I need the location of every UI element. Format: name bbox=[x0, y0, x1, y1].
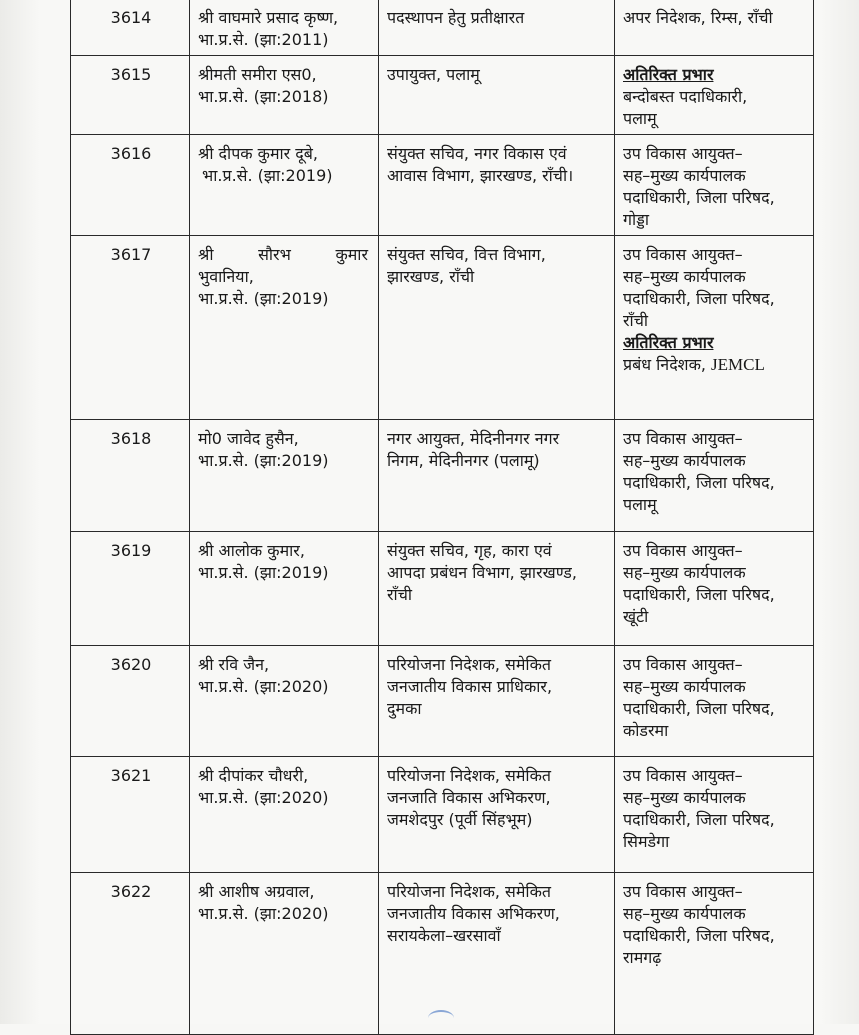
new-posting-line: पदाधिकारी, जिला परिषद, bbox=[623, 810, 775, 829]
new-posting-line: उप विकास आयुक्त– bbox=[623, 144, 743, 163]
serial-number: 3622 bbox=[71, 873, 190, 1035]
current-post bbox=[379, 420, 615, 532]
current-post-line: नगर आयुक्त, मेदिनीनगर नगर bbox=[387, 429, 560, 448]
name-word: श्री bbox=[198, 245, 214, 264]
new-posting-line: उप विकास आयुक्त– bbox=[623, 429, 743, 448]
cadre-line: भा.प्र.से. (झा:2020) bbox=[198, 904, 329, 923]
current-post-line: जमशेदपुर (पूर्वी सिंहभूम) bbox=[387, 810, 533, 829]
new-posting-line: खूंटी bbox=[623, 607, 649, 626]
new-posting bbox=[615, 56, 814, 135]
current-post-line: पदस्थापन हेतु प्रतीक्षारत bbox=[387, 8, 525, 27]
additional-charge-org: JEMCL bbox=[711, 355, 765, 374]
current-post bbox=[379, 236, 615, 420]
new-posting bbox=[615, 757, 814, 873]
new-posting-line: सह–मुख्य कार्यपालक bbox=[623, 563, 746, 582]
current-post-line: संयुक्त सचिव, वित्त विभाग, bbox=[387, 245, 546, 264]
new-posting-line: सह–मुख्य कार्यपालक bbox=[623, 166, 746, 185]
new-posting-line: पदाधिकारी, जिला परिषद, bbox=[623, 699, 775, 718]
cadre-line: भा.प्र.से. (झा:2020) bbox=[198, 788, 329, 807]
new-posting-line: सह–मुख्य कार्यपालक bbox=[623, 677, 746, 696]
officer-name bbox=[190, 873, 379, 1035]
new-posting-line: उप विकास आयुक्त– bbox=[623, 541, 743, 560]
new-posting-line: उप विकास आयुक्त– bbox=[623, 766, 743, 785]
name-line: श्री वाघमारे प्रसाद कृष्ण, bbox=[198, 8, 339, 27]
new-posting-line: उप विकास आयुक्त– bbox=[623, 882, 743, 901]
new-posting-line: पदाधिकारी, जिला परिषद, bbox=[623, 188, 775, 207]
current-post-line: निगम, मेदिनीनगर (पलामू) bbox=[387, 451, 540, 470]
officer-name bbox=[190, 236, 379, 420]
additional-charge-line: बन्दोबस्त पदाधिकारी, bbox=[623, 87, 748, 106]
name-line: श्री रवि जैन, bbox=[198, 655, 270, 674]
serial-number: 3614 bbox=[71, 0, 190, 56]
current-post bbox=[379, 873, 615, 1035]
current-post-line: आपदा प्रबंधन विभाग, झारखण्ड, bbox=[387, 563, 577, 582]
name-line bbox=[198, 244, 372, 266]
name-line: श्री आलोक कुमार, bbox=[198, 541, 305, 560]
current-post-line: आवास विभाग, झारखण्ड, राँची। bbox=[387, 166, 574, 185]
new-posting-line: पदाधिकारी, जिला परिषद, bbox=[623, 289, 775, 308]
table-row bbox=[71, 646, 814, 757]
cadre-line: भा.प्र.से. (झा:2020) bbox=[198, 677, 329, 696]
current-post-line: जनजातीय विकास अभिकरण, bbox=[387, 904, 560, 923]
cadre-line: भा.प्र.से. (झा:2018) bbox=[198, 87, 329, 106]
additional-charge-heading: अतिरिक्त प्रभार bbox=[623, 65, 714, 84]
serial-number: 3615 bbox=[71, 56, 190, 135]
current-post bbox=[379, 135, 615, 236]
current-post-line: दुमका bbox=[387, 699, 422, 718]
current-post-line: परियोजना निदेशक, समेकित bbox=[387, 766, 551, 785]
current-post-line: उपायुक्त, पलामू bbox=[387, 65, 480, 84]
new-posting bbox=[615, 873, 814, 1035]
current-post-line: जनजातीय विकास प्राधिकार, bbox=[387, 677, 553, 696]
current-post bbox=[379, 0, 615, 56]
new-posting-line: कोडरमा bbox=[623, 721, 669, 740]
officer-name bbox=[190, 56, 379, 135]
new-posting-line: राँची bbox=[623, 311, 648, 330]
new-posting bbox=[615, 646, 814, 757]
serial-number: 3619 bbox=[71, 532, 190, 646]
current-post-line: परियोजना निदेशक, समेकित bbox=[387, 655, 551, 674]
additional-charge-line: पलामू bbox=[623, 109, 657, 128]
cadre-line: भा.प्र.से. (झा:2019) bbox=[198, 451, 329, 470]
serial-number: 3620 bbox=[71, 646, 190, 757]
officer-name bbox=[190, 757, 379, 873]
additional-charge-line bbox=[623, 354, 807, 376]
table-row bbox=[71, 56, 814, 135]
current-post bbox=[379, 757, 615, 873]
current-post-line: संयुक्त सचिव, गृह, कारा एवं bbox=[387, 541, 552, 560]
officer-name bbox=[190, 646, 379, 757]
additional-charge-heading: अतिरिक्त प्रभार bbox=[623, 333, 714, 352]
new-posting-line: सह–मुख्य कार्यपालक bbox=[623, 267, 746, 286]
officer-name bbox=[190, 0, 379, 56]
serial-number: 3618 bbox=[71, 420, 190, 532]
table-row bbox=[71, 532, 814, 646]
serial-number: 3616 bbox=[71, 135, 190, 236]
current-post bbox=[379, 532, 615, 646]
new-posting-line: सह–मुख्य कार्यपालक bbox=[623, 451, 746, 470]
name-line: श्री दीपांकर चौधरी, bbox=[198, 766, 309, 785]
new-posting bbox=[615, 236, 814, 420]
name-line: श्री आशीष अग्रवाल, bbox=[198, 882, 315, 901]
table-row bbox=[71, 135, 814, 236]
new-posting-line: सह–मुख्य कार्यपालक bbox=[623, 904, 746, 923]
table-row bbox=[71, 0, 814, 56]
name-line: मो0 जावेद हुसैन, bbox=[198, 429, 299, 448]
additional-charge-post: प्रबंध निदेशक, bbox=[623, 355, 706, 374]
new-posting-line: उप विकास आयुक्त– bbox=[623, 245, 743, 264]
new-posting-line: पलामू bbox=[623, 495, 657, 514]
serial-number: 3617 bbox=[71, 236, 190, 420]
new-posting bbox=[615, 532, 814, 646]
new-posting-line: पदाधिकारी, जिला परिषद, bbox=[623, 473, 775, 492]
officer-name bbox=[190, 532, 379, 646]
table-row bbox=[71, 757, 814, 873]
name-line: श्री दीपक कुमार दूबे, bbox=[198, 144, 319, 163]
name-line: भुवानिया, bbox=[198, 267, 254, 286]
new-posting-line: सह–मुख्य कार्यपालक bbox=[623, 788, 746, 807]
new-posting-line: रामगढ़ bbox=[623, 948, 662, 967]
new-posting-line: पदाधिकारी, जिला परिषद, bbox=[623, 585, 775, 604]
current-post-line: सरायकेला–खरसावाँ bbox=[387, 926, 501, 945]
serial-number: 3621 bbox=[71, 757, 190, 873]
new-posting bbox=[615, 420, 814, 532]
officer-name bbox=[190, 135, 379, 236]
current-post-line: जनजाति विकास अभिकरण, bbox=[387, 788, 551, 807]
cadre-line: भा.प्र.से. (झा:2019) bbox=[198, 289, 329, 308]
name-word: कुमार bbox=[335, 245, 368, 264]
current-post bbox=[379, 646, 615, 757]
cadre-line: भा.प्र.से. (झा:2011) bbox=[198, 30, 329, 49]
table-row bbox=[71, 236, 814, 420]
cadre-line: भा.प्र.से. (झा:2019) bbox=[202, 166, 333, 185]
name-word: सौरभ bbox=[258, 245, 291, 264]
current-post-line: झारखण्ड, राँची bbox=[387, 267, 475, 286]
current-post bbox=[379, 56, 615, 135]
new-posting bbox=[615, 0, 814, 56]
transfer-order-table bbox=[70, 0, 814, 1035]
name-line: श्रीमती समीरा एस0, bbox=[198, 65, 317, 84]
current-post-line: संयुक्त सचिव, नगर विकास एवं bbox=[387, 144, 567, 163]
new-posting-line: अपर निदेशक, रिम्स, राँची bbox=[623, 8, 773, 27]
cadre-line: भा.प्र.से. (झा:2019) bbox=[198, 563, 329, 582]
current-post-line: राँची bbox=[387, 585, 412, 604]
new-posting-line: गोड्डा bbox=[623, 210, 649, 229]
officer-name bbox=[190, 420, 379, 532]
current-post-line: परियोजना निदेशक, समेकित bbox=[387, 882, 551, 901]
new-posting-line: पदाधिकारी, जिला परिषद, bbox=[623, 926, 775, 945]
new-posting-line: सिमडेगा bbox=[623, 832, 670, 851]
new-posting-line: उप विकास आयुक्त– bbox=[623, 655, 743, 674]
table-row bbox=[71, 420, 814, 532]
new-posting bbox=[615, 135, 814, 236]
